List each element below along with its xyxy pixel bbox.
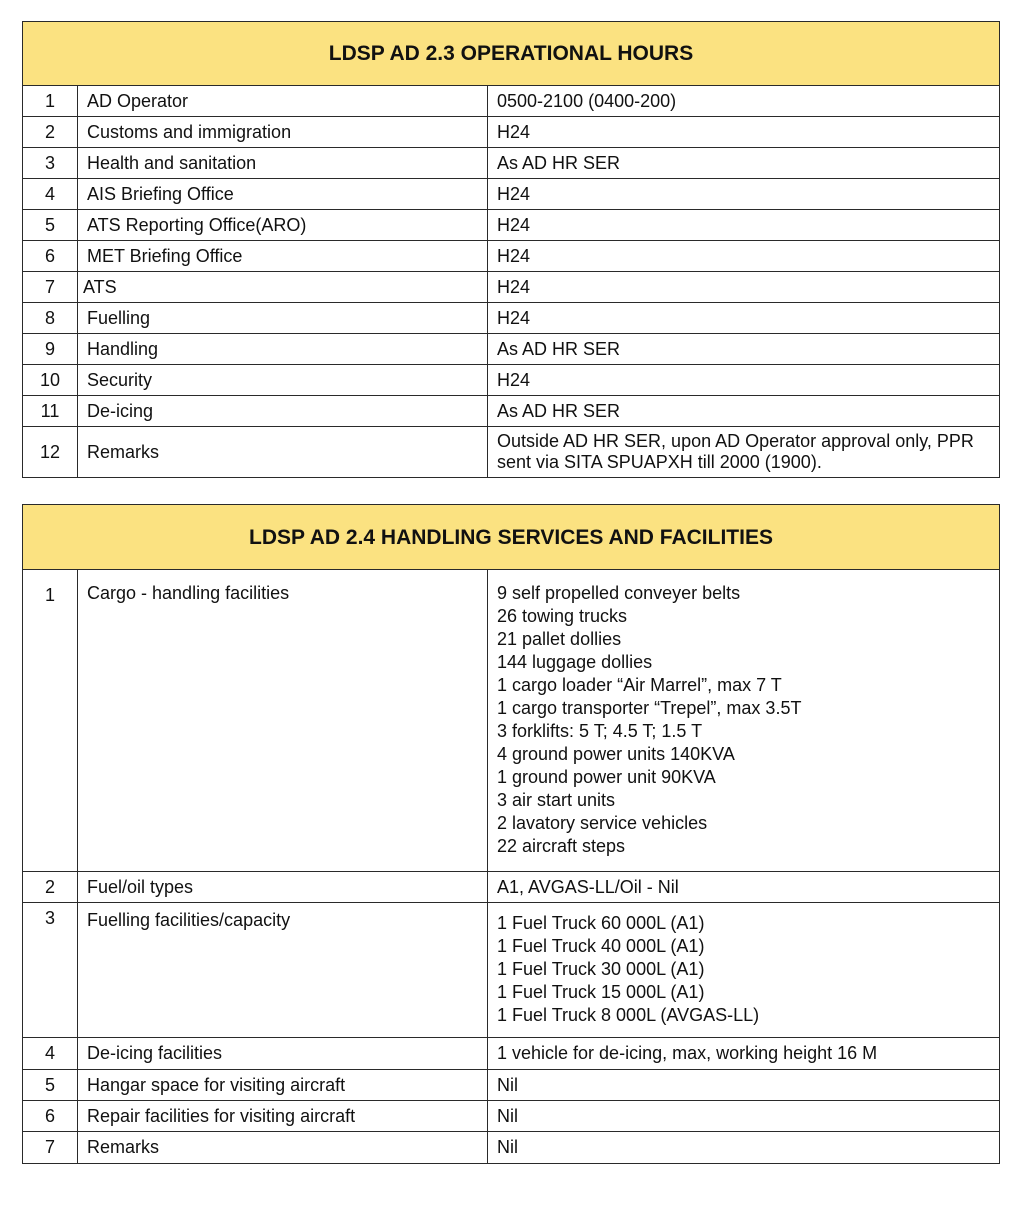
row-number: 2 — [23, 872, 78, 903]
table-row — [23, 179, 1000, 210]
row-value: 0500-2100 (0400-200) — [488, 86, 1000, 117]
row-label: AIS Briefing Office — [78, 179, 488, 210]
row-value: 9 self propelled conveyer belts 26 towing trucks 21 pallet dollies 144 luggage dollies 1 cargo loader “Air Marrel”, max 7 T 1 cargo transporter “Trepel”, max 3.5T 3 forklifts: 5 T; 4.5 T; 1.5 T 4 ground power units 140KVA 1 ground power unit 90KVA 3 air start units 2 lavatory service vehicles 22 aircraft steps — [488, 570, 1000, 872]
table-row — [23, 148, 1000, 179]
table-row — [23, 334, 1000, 365]
table-row — [23, 365, 1000, 396]
row-number: 8 — [23, 303, 78, 334]
table-header — [23, 22, 1000, 86]
row-number: 3 — [23, 148, 78, 179]
row-label: AD Operator — [78, 86, 488, 117]
row-number: 12 — [23, 427, 78, 478]
row-number: 4 — [23, 1038, 78, 1070]
row-label: Hangar space for visiting aircraft — [78, 1070, 488, 1101]
table-row — [23, 570, 1000, 872]
row-value: H24 — [488, 210, 1000, 241]
table-row — [23, 903, 1000, 1038]
row-label: Security — [78, 365, 488, 396]
row-value: 1 vehicle for de-icing, max, working height 16 M — [488, 1038, 1000, 1070]
row-value: Nil — [488, 1101, 1000, 1132]
row-label: Remarks — [78, 1132, 488, 1164]
row-label: Fuelling facilities/capacity — [78, 903, 488, 1038]
row-value: As AD HR SER — [488, 396, 1000, 427]
row-value: Nil — [488, 1132, 1000, 1164]
row-number: 3 — [23, 903, 78, 1038]
table-title: LDSP AD 2.4 HANDLING SERVICES AND FACILITIES — [23, 505, 1000, 570]
operational-hours-table — [22, 21, 1000, 478]
row-value: H24 — [488, 117, 1000, 148]
table-row — [23, 210, 1000, 241]
row-label: Handling — [78, 334, 488, 365]
row-label: Remarks — [78, 427, 488, 478]
table-title: LDSP AD 2.3 OPERATIONAL HOURS — [23, 22, 1000, 86]
table-row — [23, 303, 1000, 334]
table-row — [23, 872, 1000, 903]
row-number: 7 — [23, 1132, 78, 1164]
row-number: 4 — [23, 179, 78, 210]
row-value: As AD HR SER — [488, 334, 1000, 365]
row-value: H24 — [488, 179, 1000, 210]
row-label: ATS — [78, 272, 488, 303]
row-value: H24 — [488, 241, 1000, 272]
table-row — [23, 272, 1000, 303]
row-number: 5 — [23, 210, 78, 241]
row-value: As AD HR SER — [488, 148, 1000, 179]
row-number: 7 — [23, 272, 78, 303]
row-number: 11 — [23, 396, 78, 427]
handling-services-table — [22, 504, 1000, 1164]
row-value: 1 Fuel Truck 60 000L (A1) 1 Fuel Truck 40 000L (A1) 1 Fuel Truck 30 000L (A1) 1 Fuel Truck 15 000L (A1) 1 Fuel Truck 8 000L (AVGAS-LL) — [488, 903, 1000, 1038]
row-value: Outside AD HR SER, upon AD Operator approval only, PPR sent via SITA SPUAPXH till 2000 (1900). — [488, 427, 1000, 478]
row-label: Fuelling — [78, 303, 488, 334]
row-label: Repair facilities for visiting aircraft — [78, 1101, 488, 1132]
row-number: 1 — [23, 570, 78, 872]
row-label: De-icing — [78, 396, 488, 427]
row-label: Cargo - handling facilities — [78, 570, 488, 872]
row-label: Fuel/oil types — [78, 872, 488, 903]
row-number: 10 — [23, 365, 78, 396]
row-number: 9 — [23, 334, 78, 365]
row-label: Health and sanitation — [78, 148, 488, 179]
table-row — [23, 241, 1000, 272]
row-number: 5 — [23, 1070, 78, 1101]
table-row — [23, 1101, 1000, 1132]
row-number: 2 — [23, 117, 78, 148]
row-label: ATS Reporting Office(ARO) — [78, 210, 488, 241]
row-value: H24 — [488, 272, 1000, 303]
row-value: Nil — [488, 1070, 1000, 1101]
table-header — [23, 505, 1000, 570]
table-row — [23, 1132, 1000, 1164]
table-row — [23, 86, 1000, 117]
row-value: A1, AVGAS-LL/Oil - Nil — [488, 872, 1000, 903]
table-row — [23, 117, 1000, 148]
row-number: 6 — [23, 241, 78, 272]
row-number: 1 — [23, 86, 78, 117]
row-label: Customs and immigration — [78, 117, 488, 148]
table-row — [23, 1070, 1000, 1101]
row-label: MET Briefing Office — [78, 241, 488, 272]
table-row — [23, 427, 1000, 478]
row-number: 6 — [23, 1101, 78, 1132]
row-label: De-icing facilities — [78, 1038, 488, 1070]
row-value: H24 — [488, 365, 1000, 396]
row-value: H24 — [488, 303, 1000, 334]
table-row — [23, 1038, 1000, 1070]
table-row — [23, 396, 1000, 427]
